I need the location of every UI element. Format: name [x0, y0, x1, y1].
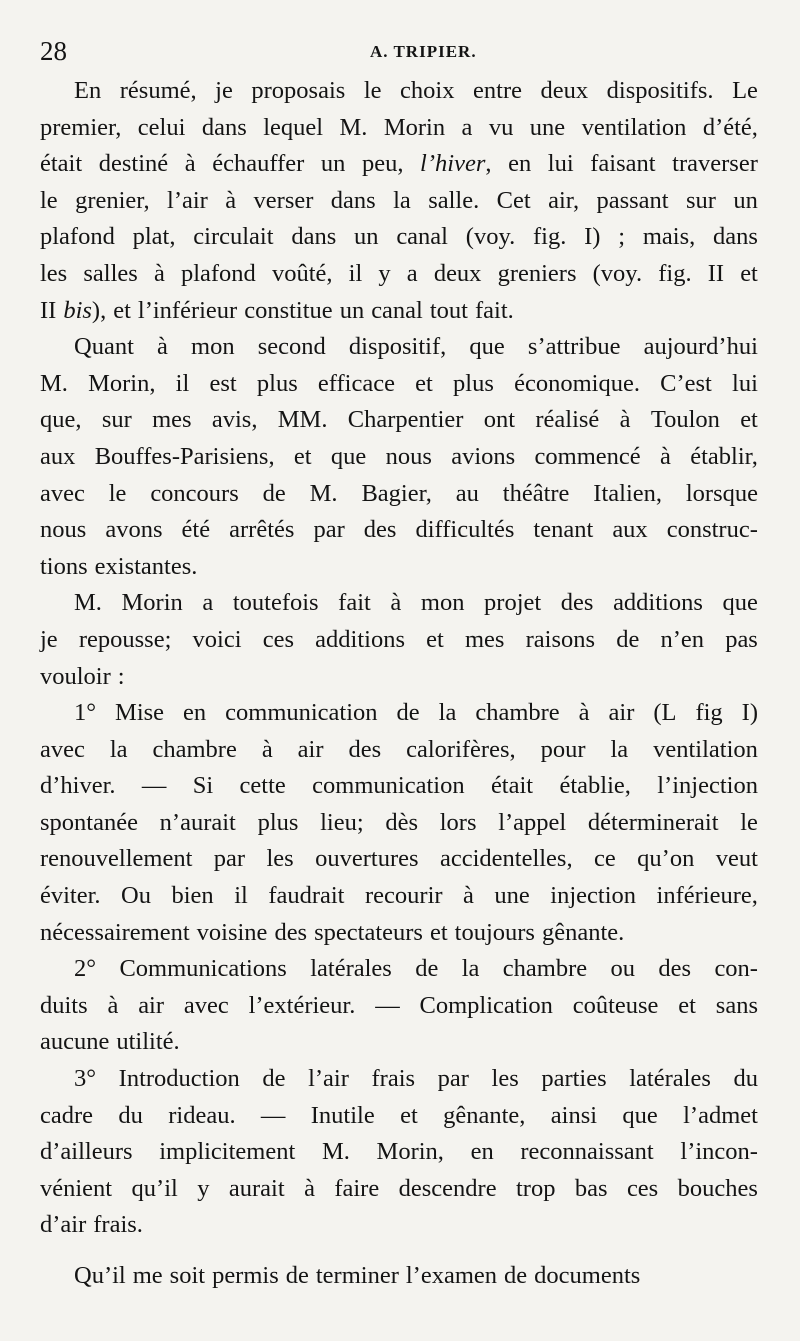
- text-line: M. Morin a toutefois fait à mon projet des additions que: [74, 589, 758, 617]
- paragraph: [40, 585, 758, 695]
- paragraph: [40, 73, 758, 329]
- text-line: d’air frais.: [40, 1211, 143, 1239]
- text-line: était destiné à échauffer un peu, l’hiver, en lui faisant traverser: [40, 150, 758, 178]
- text-line: premier, celui dans lequel M. Morin a vu une ventilation d’été,: [40, 113, 758, 141]
- text-line: 3° Introduction de l’air frais par les parties latérales du: [74, 1065, 758, 1093]
- text-line: 1° Mise en communication de la chambre à air (L fig I): [74, 699, 758, 727]
- text-line: renouvellement par les ouvertures accidentelles, ce qu’on veut: [40, 845, 758, 873]
- text-line: M. Morin, il est plus efficace et plus économique. C’est lui: [40, 369, 758, 397]
- body-text: [40, 73, 758, 1295]
- text-line: Qu’il me soit permis de terminer l’examen de documents: [74, 1262, 641, 1289]
- paragraph-gap: [40, 1244, 758, 1258]
- text-line: Quant à mon second dispositif, que s’attribue aujourd’hui: [74, 333, 758, 361]
- paragraph: [40, 1258, 758, 1295]
- text-line: vouloir :: [40, 662, 125, 690]
- text-line: II bis), et l’inférieur constitue un canal tout fait.: [40, 296, 514, 324]
- text-line: avec la chambre à air des calorifères, pour la ventilation: [40, 735, 758, 763]
- text-line: d’hiver. — Si cette communication était établie, l’injection: [40, 772, 758, 800]
- page-header: [40, 36, 756, 66]
- text-line: le grenier, l’air à verser dans la salle. Cet air, passant sur un: [40, 186, 758, 214]
- text-line: avec le concours de M. Bagier, au théâtre Italien, lorsque: [40, 479, 758, 507]
- text-line: cadre du rideau. — Inutile et gênante, ainsi que l’admet: [40, 1101, 758, 1129]
- paragraph: [40, 1061, 758, 1244]
- page-number: 28: [40, 36, 67, 66]
- text-line: aux Bouffes-Parisiens, et que nous avions commencé à établir,: [40, 442, 758, 470]
- paragraph: [40, 695, 758, 951]
- text-line: éviter. Ou bien il faudrait recourir à une injection inférieure,: [40, 882, 758, 910]
- text-line: que, sur mes avis, MM. Charpentier ont réalisé à Toulon et: [40, 406, 758, 434]
- text-line: aucune utilité.: [40, 1028, 180, 1056]
- paragraph: [40, 951, 758, 1061]
- text-line: je repousse; voici ces additions et mes raisons de n’en pas: [40, 625, 758, 653]
- text-line: tions existantes.: [40, 552, 198, 580]
- paragraph: [40, 329, 758, 585]
- running-head: A. TRIPIER.: [370, 42, 477, 61]
- text-line: vénient qu’il y aurait à faire descendre trop bas ces bouches: [40, 1174, 758, 1202]
- text-line: duits à air avec l’extérieur. — Complication coûteuse et sans: [40, 991, 758, 1019]
- text-line: nécessairement voisine des spectateurs et toujours gênante.: [40, 918, 625, 946]
- text-line: 2° Communications latérales de la chambre ou des con-: [74, 955, 758, 983]
- text-line: les salles à plafond voûté, il y a deux greniers (voy. fig. II et: [40, 259, 758, 287]
- text-line: plafond plat, circulait dans un canal (voy. fig. I) ; mais, dans: [40, 223, 758, 251]
- text-line: spontanée n’aurait plus lieu; dès lors l’appel déterminerait le: [40, 808, 758, 836]
- text-line: d’ailleurs implicitement M. Morin, en reconnaissant l’incon-: [40, 1138, 758, 1166]
- text-line: nous avons été arrêtés par des difficultés tenant aux construc-: [40, 516, 758, 544]
- text-line: En résumé, je proposais le choix entre deux dispositifs. Le: [74, 77, 758, 104]
